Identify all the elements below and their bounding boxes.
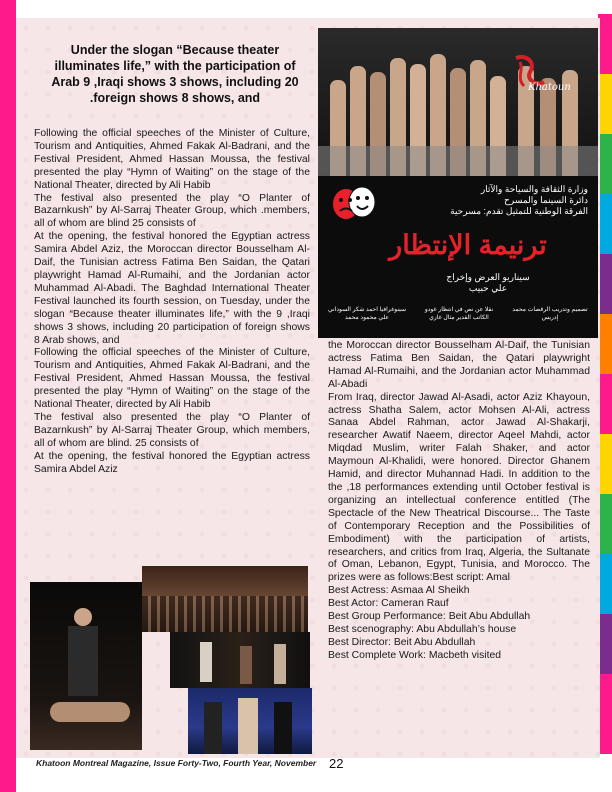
- poster-credits: [318, 306, 598, 336]
- paragraph: At the opening, the festival honored the Egyptian actress Samira Abdel Aziz: [34, 450, 310, 475]
- paragraph: Following the official speeches of the Minister of Culture, Tourism and Antiquities, Ahmed Fakak Al-Badrani, and the Festival President, Ahmed Hassan Moussa, the festival presented the play “Hymn of Waiting” on the stage of the National Theater, directed by Ali Habib: [34, 347, 310, 411]
- poster-presents-text: الفرقة الوطنية للتمثيل تقدم: مسرحية: [450, 206, 588, 216]
- theater-masks-icon: [328, 184, 380, 224]
- paragraph: From Iraq, director Jawad Al-Asadi, actor Aziz Khayoun, actress Shatha Salem, actor Mohsen Al-Ali, actress Sanaa Abdel Rahman, actor Jawad Al-Shakarji, researcher Awatif Naeem, director Aqeel Mahdi, actor Miqdad Muslim, writer Falah Shaker, and actor Maymoun Al-Khalidi, were honored. Director Ghanem Hamid, and director Muhannad Hadi. In addition to the the ,18 performances extending until October festival is organizing an intellectual conference entitled (The Spectacle of the New Theatrical Discourse... The Taste of Contemporary Reception and the Possibilities of Embodiment) with the participation of artists, researchers, and critics from Iraq, Algeria, the Sultanate of Oman, Lebanon, Egypt, Tunisia, and Morocco. The prizes were as follows:Best script: Amal: [328, 391, 590, 584]
- poster-ministry-text: [481, 184, 588, 206]
- article-body-left: [34, 128, 310, 476]
- poster-credit: سينوغرافيا احمد شكر السوداني علي محمود محمد: [328, 307, 406, 321]
- poster-credit: تصميم وتدريب الرقصات محمد إدريس: [512, 307, 588, 321]
- khatoun-logo-icon: [506, 52, 571, 96]
- page-number: 22: [329, 756, 344, 771]
- paragraph: The festival also presented the play “O Planter of Bazarnkush” by Al-Sarraj Theater Group, which members, all of whom are blind. 25 consists of: [34, 411, 310, 449]
- prize-line: Best Director: Beit Abu Abdullah: [328, 636, 476, 648]
- article-body-right: [328, 340, 590, 663]
- poster-title: ترنيمة الإنتظار: [389, 230, 547, 260]
- page-frame-left: [0, 0, 16, 792]
- prize-line: Best Group Performance: Beit Abu Abdullah: [328, 611, 531, 623]
- prize-line: Best Actor: Cameran Rauf: [328, 598, 449, 610]
- logo-wordmark: Khatoun: [528, 82, 571, 93]
- poster-photo-performers: [318, 28, 598, 176]
- page-frame-top: [16, 0, 612, 14]
- magazine-footer: Khatoon Montreal Magazine, Issue Forty-Two, Fourth Year, November: [36, 758, 317, 768]
- photo-audience: [142, 566, 308, 632]
- paragraph: the Moroccan director Bousselham Al-Daif, the Tunisian actress Fatima Ben Saidan, the Qatari playwright Hamad Al-Rumaihi, and the Jordanian actor Muhammad Al-Abadi: [328, 340, 590, 390]
- prize-line: Best Actress: Asmaa Al Sheikh: [328, 585, 470, 597]
- paragraph: The festival also presented the play “O Planter of Bazarnkush” by Al-Sarraj Theater Group, which .members, all of whom are blind 25 consists of: [34, 192, 310, 230]
- photo-honoring: [188, 688, 312, 754]
- poster-department-line: دائرة السينما والمسرح: [504, 195, 588, 205]
- color-strip-right: [598, 14, 612, 754]
- prize-line: Best scenography: Abu Abdullah’s house: [328, 623, 517, 635]
- photo-puppeteer: [30, 582, 142, 750]
- poster-ministry-line: وزارة الثقافة والسياحة والآثار: [480, 184, 588, 194]
- prize-line: Best Complete Work: Macbeth visited: [328, 649, 502, 661]
- poster-credit: نقلا عن نص في انتظار غودو الكاتب القدير مثال غازي: [424, 307, 494, 321]
- play-poster: [318, 28, 598, 338]
- paragraph: Following the official speeches of the Minister of Culture, Tourism and Antiquities, Ahmed Fakak Al-Badrani, and the Festival President, Ahmed Hassan Moussa, the festival presented the play “Hymn of Waiting” on the stage of the National Theater, directed by Ali Habib: [34, 128, 310, 191]
- paragraph: At the opening, the festival honored the Egyptian actress Samira Abdel Aziz, the Moroccan director Bousselham Al-Daif, the Tunisian actress Fatima Ben Saidan, the Qatari playwright Hamad Al-Rumaihi, and the Jordanian actor Muhammad Al-Abadi. The Baghdad International Theater Festival launched its fourth session, on Tuesday, under the slogan “Because theater illuminates life,” with the 9 ,Iraqi shows 3 shows, including 20 participation of foreign shows 8 Arab shows, and: [34, 231, 310, 346]
- poster-director-block: [438, 272, 538, 294]
- article-headline: Under the slogan “Because theater illuminates life,” with the participation of Arab 9 ,Iraqi shows 3 shows, including 20 .foreign shows 8 shows, and: [51, 43, 299, 105]
- poster-director-name: علي حبيب: [468, 283, 508, 293]
- poster-script-label: سيناريو العرض وإخراج: [446, 272, 530, 282]
- photo-performance: [170, 632, 310, 688]
